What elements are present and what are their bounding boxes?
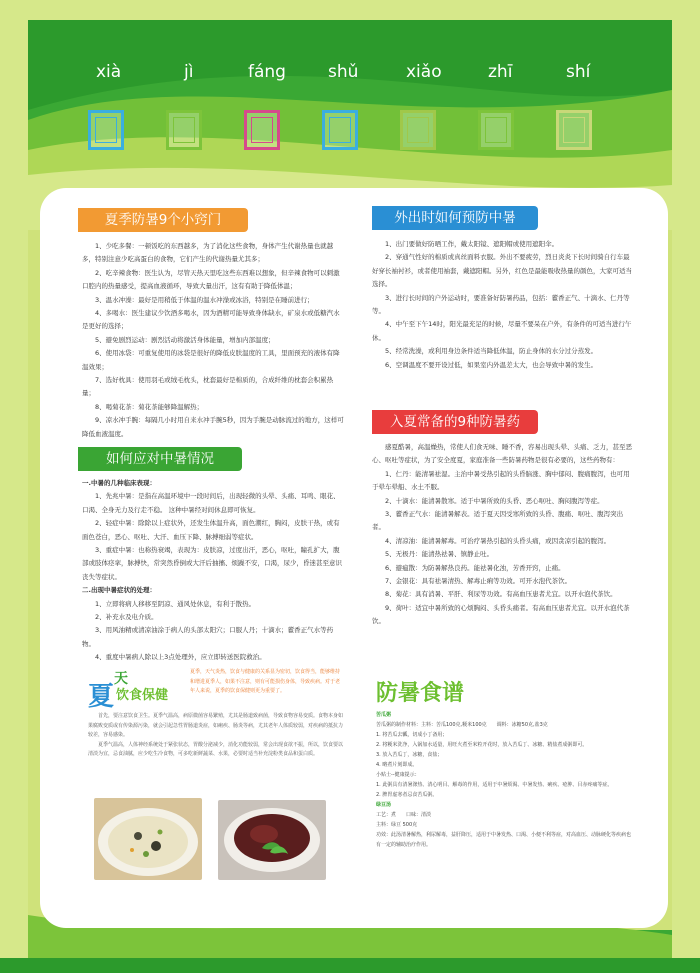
right-section-2-body xyxy=(372,441,634,629)
char-box-1 xyxy=(88,110,124,150)
paragraph: 3、用风油精或清凉油涂于病人的头部太阳穴；口服人丹；十滴水；藿香正气水等药物。 xyxy=(82,626,334,648)
pinyin-7: shí xyxy=(566,62,591,82)
banner-top-char: 天 xyxy=(114,671,128,687)
left-section-2-body xyxy=(82,477,344,665)
left-section-1-title: 夏季防暑9个小窍门 xyxy=(78,208,248,232)
paragraph: 4、清凉油：能清暑解毒。可治疗暑热引起的头昏头痛，或因贪凉引起的腹泻。 xyxy=(385,536,611,545)
paragraph: 一.中暑的几种临床表现： xyxy=(82,479,156,487)
paragraph: 9、荷叶：适宜中暑所致的心烦胸闷、头昏头痛者。有高血压患者尤宜。以开水泡代茶饮。 xyxy=(372,603,630,626)
char-box-7 xyxy=(556,110,592,150)
paragraph: 6、避瘟散：为防暑解热良药。能祛暑化浊，芳香开窍，止痛。 xyxy=(385,563,565,572)
paragraph: 1、仁丹：能清暑祛湿。主治中暑受热引起的头昏脑涨、胸中郁闷、腹痛腹泻，也可用于晕车晕船、水土不服。 xyxy=(372,469,630,492)
char-box-3 xyxy=(244,110,280,150)
banner-big-char: 夏 xyxy=(88,682,115,712)
paragraph: 3、藿香正气水：能清暑解表。适于夏天因受寒所致的头昏、腹痛、呕吐、腹泻突出者。 xyxy=(372,510,624,532)
recipe-line: 3. 放入苦瓜丁，冰糖，食盐； xyxy=(376,752,443,758)
paragraph: 4、重度中暑病人除以上3点处理外，应立即转送医院救治。 xyxy=(95,653,266,662)
recipe-line: 1. 此粥具有清暑涤热、清心明目、解毒的作用，适用于中暑烦渴、中暑发热、痢疾、疮肿、目赤疼痛等症。 xyxy=(376,782,613,788)
summer-diet-banner xyxy=(88,668,188,712)
recipe-line: 功效：此汤清暑解热，利尿解毒，益肝降压，适用于中暑发热、口渴、小便不利等症，对高血压、动脉硬化等疾病也有一定的辅助治疗作用。 xyxy=(376,832,632,848)
char-box-4 xyxy=(322,110,358,150)
paragraph: 1、先兆中暑：是指在高温环境中一段时间后，出现轻微的头晕、头痛、耳鸣、眼花、口渴、全身无力及行走不稳。 这种中暑经对间休息即可恢复。 xyxy=(82,492,340,514)
paragraph: 二.出现中暑症状的处理： xyxy=(82,586,156,595)
rice-porridge-photo xyxy=(94,798,202,880)
paragraph: 2、吃辛辣食物：医生认为，尽管天热天里吃这些东西难以想象，但辛辣食物可以刺激口腔内的热量感受，提高血液循环，导致大量出汗，这有有助于降低体温； xyxy=(82,268,340,291)
paragraph: 1、出门要做好防晒工作，戴太阳镜、遮阳帽或使用遮阳伞。 xyxy=(385,240,559,248)
bean-soup-photo xyxy=(218,800,326,880)
pinyin-1: xià xyxy=(96,62,122,82)
paragraph: 8、菊花：具有消暑、平肝、利尿等功效。有高血压患者尤宜。以开水泡代茶饮。 xyxy=(385,590,617,599)
recipes-title: 防暑食谱 xyxy=(376,681,465,706)
recipe-line: 苦瓜粥的制作材料：主料：苦瓜100克,粳米100克 调料：冰糖50克,盐3克 xyxy=(376,722,548,728)
paragraph: 6、空调温度不要开设过低，如果室内外温差太大，也会导致中暑的发生。 xyxy=(385,360,598,369)
paragraph: 1、少吃多餐：一顿饭吃的东西越多，为了消化这些食物，身体产生代谢热量也就越多，特别注意少吃高蛋白的食物，它们产生的代谢热量尤其多； xyxy=(82,242,334,264)
paragraph: 6、使用冰袋：可重复使用的冰袋是很好的降低皮肤温度的工具，里面预充的液体有降温效果； xyxy=(82,349,340,371)
pinyin-5: xiǎo xyxy=(406,62,442,82)
paragraph: 1、立即将病人移移至阴凉、通风处休息，有利于散热。 xyxy=(95,599,256,608)
recipe-line: 4. 略煮片刻即成。 xyxy=(376,762,418,768)
paragraph: 5、经常洗澡，或利用身边条件适当降低体温，防止身体的水分过分蒸发。 xyxy=(385,347,598,356)
pinyin-3: fáng xyxy=(248,62,286,82)
left-article-body xyxy=(88,712,344,760)
right-section-1-body xyxy=(372,238,634,372)
paragraph: 7、选好枕具：使用羽毛或绒毛枕头，枕套最好是棉质的，合成纤维的枕套会积累热量； xyxy=(82,376,334,398)
paragraph: 2、十滴水：能清暑散寒。适于中暑所致的头昏、恶心呕吐、胸闷腹泻等症。 xyxy=(385,496,604,505)
recipe-line: 2. 脾胃虚寒者忌食苦瓜粥。 xyxy=(376,792,438,798)
char-box-6 xyxy=(478,110,514,150)
recipe-line: 绿豆汤 xyxy=(376,802,392,808)
paragraph: 5、无极丹：能清热祛暑、镇静止吐。 xyxy=(385,550,494,559)
recipe-line: 主料：绿豆 500克 xyxy=(376,822,418,828)
recipe-line: 2. 将粳米洗净，入锅加水适量，用旺火煮至米粒开花时，放入苦瓜丁、冰糖、精盐煮成粥即可。 xyxy=(376,742,588,748)
banner-subtitle: 饮食保健 xyxy=(116,688,169,703)
left-section-2-title: 如何应对中暑情况 xyxy=(78,447,242,471)
paragraph: 2、穿通气性好的棉质或真丝面料衣服。外出不要疲劳，烈日炎炎下长时间骑自行车最好穿长袖衬衫，或者使用袖套，戴遮阳帽。另外，红色是最能吸收热量的颜色，大家可适当选择。 xyxy=(372,253,632,289)
paragraph: 3、重症中暑：也称热衰竭，表现为：皮肤凉，过度出汗，恶心，呕吐，瞳孔扩大，腹部或肢体痉挛，脉搏快，常突然昏倒或大汗后抽搐、烦躁不安，口渴，尿少，昏迷甚至意识丧失等症状。 xyxy=(82,546,342,581)
paragraph: 4、多喝水：医生建议少饮酒多喝水，因为酒精可能导致身体缺水，矿泉水或低糖汽水是更好的选择； xyxy=(82,309,340,331)
recipe-line: 苦瓜粥 xyxy=(376,712,392,718)
left-section-1-body xyxy=(82,240,344,441)
char-box-5 xyxy=(400,110,436,150)
paragraph: 3、进行长时间的户外运动时，要准备好防暑药品，包括：藿香正气、十滴水、仁丹等等。 xyxy=(372,293,630,316)
paragraph: 感夏酷暑，高温燥热，常使人们食无味、睡不香，容易出现头晕、头痛、乏力，甚至恶心、呕吐等症状，为了安全度夏，家庭准备一些防暑药物是很有必要的，这些药物有： xyxy=(372,443,632,465)
right-section-2-title: 入夏常备的9种防暑药 xyxy=(372,410,538,434)
paragraph: 2、补充水及电介质。 xyxy=(95,613,158,622)
recipe-line: 1. 将苦瓜去瓤，切成小丁备用； xyxy=(376,732,448,738)
paragraph: 首先，要注意饮食卫生。夏季气温高，病原微菌容易繁殖，尤其是肠道致病菌，导致食物容易变质。食物本身如果腐败变质或有传染源污染，就会引起急性胃肠道炎症，如痢疾、肠炎等病，尤其老年人体质较弱，对疾病的抵抗力较差，容易感染。 xyxy=(88,713,344,738)
paragraph: 4、中午至下午14时，阳光最充足的时候，尽量不要呆在户外，有条件的可适当进行午休。 xyxy=(372,320,632,342)
pinyin-4: shǔ xyxy=(328,62,359,82)
paragraph: 7、金银花：具有祛暑清热、解毒止痢等功效。可开水泡代茶饮。 xyxy=(385,577,572,586)
recipe-line: 工艺：煮 口味：清淡 xyxy=(376,812,432,818)
char-box-2 xyxy=(166,110,202,150)
pinyin-header xyxy=(0,62,700,92)
pinyin-6: zhī xyxy=(488,62,513,82)
pinyin-2: jì xyxy=(184,62,194,82)
paragraph: 2、轻症中暑：除除以上症状外，还发生体温升高，面色潮红，胸闷，皮肤干热，或有面色苍白，恶心、呕吐、大汗、血压下降、脉搏细弱等症状。 xyxy=(82,519,340,541)
recipe-line: 小贴士--健康提示： xyxy=(376,772,420,778)
paragraph: 9、凉水冲手腕：每隔几小时用自来水冲手腕5秒，因为手腕是动脉流过的地方，这样可降低血液温度。 xyxy=(82,416,344,438)
right-section-1-title: 外出时如何预防中暑 xyxy=(372,206,538,230)
paragraph: 夏季气温高，人体神经系统处于紧张状态，胃酸分泌减少，消化功能较弱，常会出现食欲不振，所以，饮食要以清淡为宜，忌食油腻，应少吃生冷食物，可多吃新鲜蔬菜、水果，必要时适当补充淀粉类食品和蛋白质。 xyxy=(88,741,344,757)
banner-intro: 夏季，天气炎热，饮食与健康的关系显为密切，饮食得当，能够维持和增进夏季人，如果不注意，则有可能损伤身体，导致疾病。对于老年人来说，夏季的饮食保健则更为重要了。 xyxy=(190,669,341,694)
paragraph: 8、喝菊花茶：菊花茶能够降温解热； xyxy=(95,402,204,411)
recipes-body xyxy=(376,710,632,850)
paragraph: 5、避免剧烈运动：剧烈活动将激活身体能量，增加内部温度； xyxy=(95,335,275,344)
paragraph: 3、温水冲澡：最好是用稍低于体温的温水冲澡或冰浴，特别是在睡前进行； xyxy=(95,295,314,304)
